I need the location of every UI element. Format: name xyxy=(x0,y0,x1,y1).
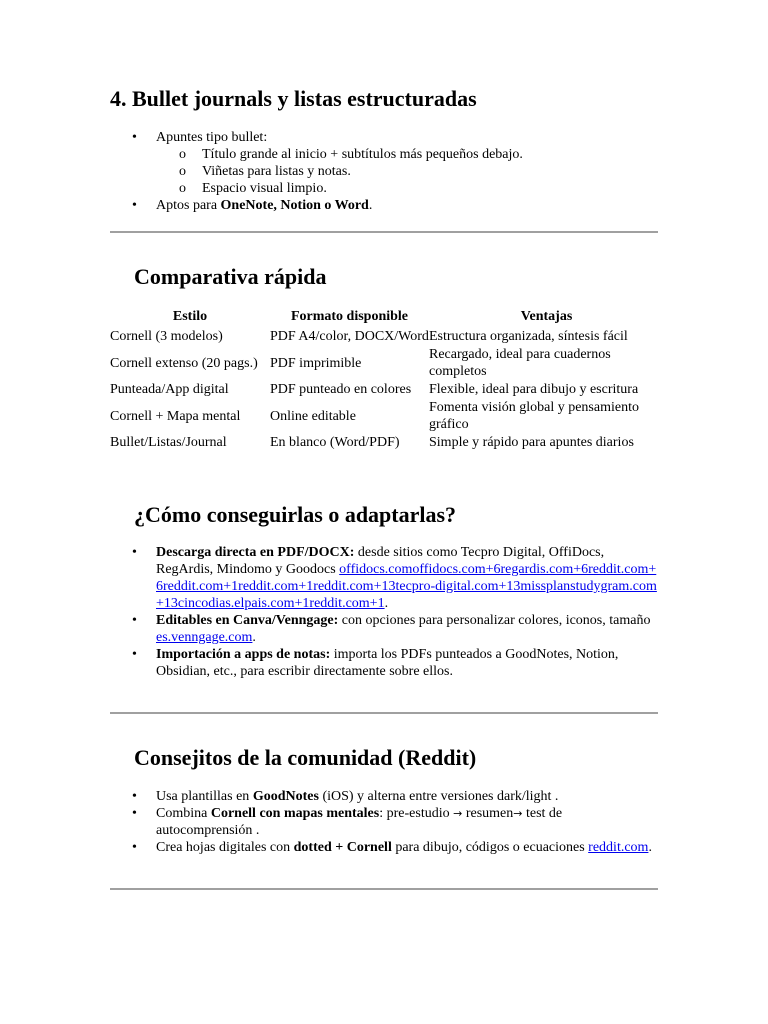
table-row xyxy=(110,399,664,434)
bold-text: Descarga directa en PDF/DOCX: xyxy=(156,545,355,560)
section-heading-comparativa: Comparativa rápida xyxy=(134,264,327,289)
table-header-row xyxy=(110,306,664,328)
list-item xyxy=(110,646,658,680)
list-item-text: Apuntes tipo bullet: xyxy=(156,130,268,145)
table-row xyxy=(110,346,664,381)
section-heading-consejitos: Consejitos de la comunidad (Reddit) xyxy=(134,745,477,770)
list-item xyxy=(110,612,658,646)
table-cell: Online editable xyxy=(270,408,356,424)
bold-text: Cornell con mapas mentales xyxy=(210,806,380,821)
column-header-formato: Formato disponible xyxy=(290,308,409,324)
list-item-text: Crea hojas digitales con xyxy=(156,840,294,855)
bold-text: GoodNotes xyxy=(252,789,319,804)
venngage-link[interactable]: es.venngage.com xyxy=(156,630,253,645)
table-cell: PDF imprimible xyxy=(270,355,362,371)
comparison-table xyxy=(110,306,664,452)
table-cell: PDF A4/color, DOCX/Word xyxy=(270,329,429,344)
sub-list xyxy=(156,146,670,197)
horizontal-rule xyxy=(110,888,658,890)
arrow-right-icon: → xyxy=(513,807,523,820)
table-row xyxy=(110,434,664,452)
table-cell: Simple y rápido para apuntes diarios xyxy=(429,435,634,450)
table-cell: Punteada/App digital xyxy=(110,382,229,397)
list-item-text: . xyxy=(368,198,373,213)
bold-text: OneNote, Notion o Word xyxy=(220,198,369,213)
list-item-text: Usa plantillas en xyxy=(156,789,253,804)
list-item-text: Aptos para xyxy=(156,198,221,213)
table-cell: En blanco (Word/PDF) xyxy=(270,435,400,450)
table-cell: Bullet/Listas/Journal xyxy=(110,435,227,450)
bold-text: Importación a apps de notas: xyxy=(156,647,331,662)
table-cell: Cornell + Mapa mental xyxy=(110,408,241,424)
table-row xyxy=(110,328,664,346)
source-link[interactable]: offidocs.comoffidocs.com+6regardis.com+6reddit.com+6reddit.com+1reddit.com+1reddit.com+13tecpro-digital.com+13missplanstudygram.com+13cincodias.elpais.com+1reddit.com+1 xyxy=(156,562,657,611)
table-cell: PDF punteado en colores xyxy=(270,382,412,397)
list-item-text: (iOS) y alterna entre versiones dark/light . xyxy=(318,789,559,804)
list-item xyxy=(110,544,658,612)
horizontal-rule xyxy=(110,712,658,714)
column-header-ventajas: Ventajas xyxy=(520,308,573,324)
horizontal-rule xyxy=(110,231,658,233)
bold-text: dotted + Cornell xyxy=(293,840,392,855)
table-cell: Cornell (3 modelos) xyxy=(110,329,223,344)
table-cell: Flexible, ideal para dibujo y escritura xyxy=(429,382,639,397)
list-item-text: Combina xyxy=(156,806,211,821)
list-item-text: desde sitios como Tecpro Digital, OffiDocs, RegArdis, Mindomo y Goodocs xyxy=(156,545,605,577)
table-cell: Recargado, ideal para cuadernos completos xyxy=(429,347,611,379)
table-cell: Fomenta visión global y pensamiento gráfico xyxy=(429,400,639,432)
list-item-text: para dibujo, códigos o ecuaciones xyxy=(391,840,589,855)
sub-list-item: o Espacio visual limpio. xyxy=(156,180,670,197)
list-item-text: con opciones para personalizar colores, iconos, tamaño xyxy=(338,613,651,628)
table-cell: Estructura organizada, síntesis fácil xyxy=(429,329,628,344)
list-item-text: test de autocomprensión . xyxy=(156,806,563,838)
table-cell: Cornell extenso (20 pags.) xyxy=(110,355,258,371)
column-header-estilo: Estilo xyxy=(172,308,208,324)
list-item xyxy=(110,788,658,805)
list-item xyxy=(110,197,670,214)
list-item-text: . xyxy=(252,630,256,645)
bold-text: Editables en Canva/Venngage: xyxy=(156,613,339,628)
list-item xyxy=(110,129,670,197)
list-item-text: importa los PDFs punteados a GoodNotes, Notion, Obsidian, etc., para escribir directamente sobre ellos. xyxy=(156,647,619,679)
list-item-text: resumen xyxy=(462,806,514,821)
sub-list-item: o Viñetas para listas y notas. xyxy=(156,163,670,180)
list-item-text: : pre-estudio xyxy=(379,806,454,821)
bullet-list-section1 xyxy=(110,129,670,214)
table-row xyxy=(110,381,664,399)
arrow-right-icon: → xyxy=(453,807,463,820)
bullet-list-howto xyxy=(110,544,658,680)
list-item xyxy=(110,805,658,839)
reddit-link[interactable]: reddit.com xyxy=(588,840,649,855)
bullet-list-tips xyxy=(110,788,658,856)
section-heading-como-conseguirlas: ¿Cómo conseguirlas o adaptarlas? xyxy=(134,502,457,527)
section-heading-bullet-journals: 4. Bullet journals y listas estructuradas xyxy=(110,86,477,111)
list-item-text: . xyxy=(384,596,389,611)
list-item xyxy=(110,839,658,856)
list-item-text: . xyxy=(648,840,652,855)
sub-list-item: o Título grande al inicio + subtítulos más pequeños debajo. xyxy=(156,146,670,163)
